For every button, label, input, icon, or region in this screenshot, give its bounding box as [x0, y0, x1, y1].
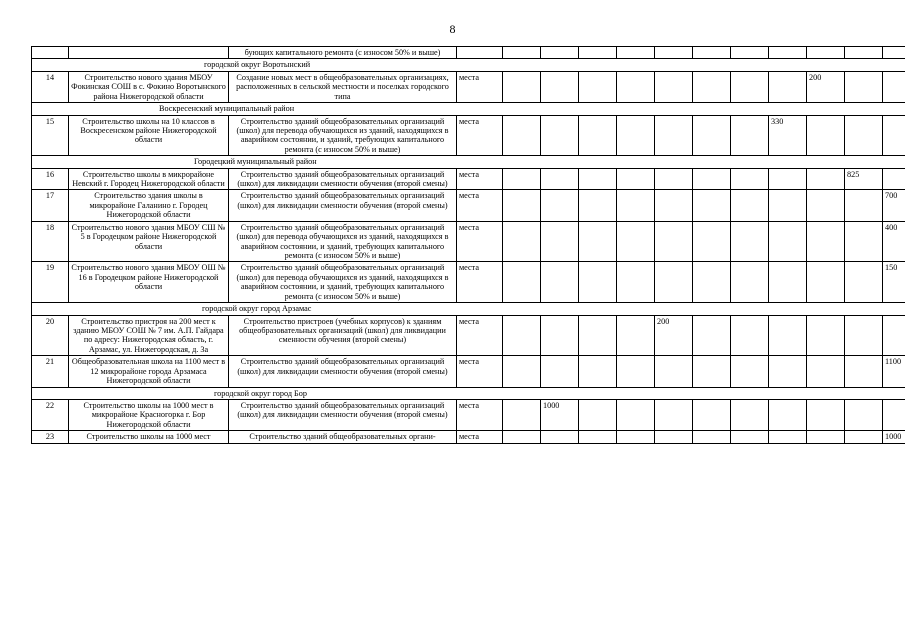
- value-cell: [579, 431, 617, 443]
- value-cell: [655, 431, 693, 443]
- unit-cell: места: [457, 221, 503, 262]
- value-cell: [731, 221, 769, 262]
- value-cell: [655, 399, 693, 430]
- value-cell: [693, 115, 731, 156]
- object-name: Строительство школы в микрорайоне Невский г. Городец Нижегородской области: [69, 168, 229, 190]
- value-cell: [731, 431, 769, 443]
- value-cell: [503, 168, 541, 190]
- section-cell: [32, 156, 905, 168]
- table-row: [32, 47, 905, 59]
- section-title: городской округ город Бор: [214, 388, 307, 398]
- table-row: [32, 71, 905, 102]
- value-cell: [769, 71, 807, 102]
- value-cell: [883, 71, 905, 102]
- direction-text: Строительство зданий общеобразовательных организаций (школ) для перевода обучающихся из зданий, находящихся в аварийном состоянии, и зданий, требующих капитального ремонта (с износом 50% и выше): [229, 262, 457, 303]
- value-cell: 700: [883, 190, 905, 221]
- value-cell: [693, 399, 731, 430]
- section-row: [32, 103, 905, 115]
- row-number: 22: [32, 399, 69, 430]
- value-cell: [807, 431, 845, 443]
- value-cell: [693, 168, 731, 190]
- direction-text: Строительство зданий общеобразовательных организаций (школ) для ликвидации сменности обучения (второй смены): [229, 168, 457, 190]
- value-cell: [541, 115, 579, 156]
- value-cell: [655, 356, 693, 387]
- value-cell: [503, 47, 541, 59]
- value-cell: [731, 262, 769, 303]
- direction-text: бующих капитального ремонта (с износом 50% и выше): [229, 47, 457, 59]
- value-cell: [807, 315, 845, 356]
- value-cell: [883, 115, 905, 156]
- object-name: Строительство нового здания МБОУ Фокинская СОШ в с. Фокино Воротынского района Нижегородской области: [69, 71, 229, 102]
- direction-text: Строительство пристроев (учебных корпусов) к зданиям общеобразовательных организаций (школ) для ликвидации сменности обучения (второй смены): [229, 315, 457, 356]
- direction-text: Строительство зданий общеобразовательных организаций (школ) для ликвидации сменности обучения (второй смены): [229, 356, 457, 387]
- value-cell: 200: [807, 71, 845, 102]
- value-cell: [693, 47, 731, 59]
- object-name: Строительство нового здания МБОУ СШ № 5 в Городецком районе Нижегородской области: [69, 221, 229, 262]
- value-cell: [807, 168, 845, 190]
- section-cell: [32, 303, 905, 315]
- value-cell: [731, 315, 769, 356]
- value-cell: [769, 168, 807, 190]
- value-cell: [617, 71, 655, 102]
- direction-text: Строительство зданий общеобразовательных организаций (школ) для ликвидации сменности обучения (второй смены): [229, 190, 457, 221]
- section-cell: [32, 59, 905, 71]
- value-cell: [579, 190, 617, 221]
- value-cell: [655, 221, 693, 262]
- section-cell: [32, 387, 905, 399]
- value-cell: [693, 71, 731, 102]
- row-number: 18: [32, 221, 69, 262]
- value-cell: [693, 262, 731, 303]
- unit-cell: места: [457, 71, 503, 102]
- program-table: [31, 46, 905, 444]
- value-cell: [845, 315, 883, 356]
- value-cell: [769, 221, 807, 262]
- value-cell: [617, 221, 655, 262]
- object-name: Строительство школы на 10 классов в Воскресенском районе Нижегородской области: [69, 115, 229, 156]
- value-cell: [845, 356, 883, 387]
- value-cell: [693, 356, 731, 387]
- value-cell: [807, 115, 845, 156]
- section-title: Городецкий муниципальный район: [194, 157, 317, 167]
- section-title: Воскресенский муниципальный район: [159, 104, 295, 114]
- table-row: [32, 315, 905, 356]
- section-row: [32, 156, 905, 168]
- value-cell: 330: [769, 115, 807, 156]
- object-name: Строительство пристроя на 200 мест к зданию МБОУ СОШ № 7 им. А.П. Гайдара по адресу: Нижегородская область, г. Арзамас, ул. Нижегородская, д. 3а: [69, 315, 229, 356]
- value-cell: [541, 315, 579, 356]
- value-cell: [655, 168, 693, 190]
- value-cell: [503, 221, 541, 262]
- unit-cell: места: [457, 431, 503, 443]
- value-cell: [731, 115, 769, 156]
- value-cell: [503, 115, 541, 156]
- value-cell: [503, 356, 541, 387]
- value-cell: [579, 115, 617, 156]
- value-cell: [579, 71, 617, 102]
- value-cell: 200: [655, 315, 693, 356]
- row-number: 20: [32, 315, 69, 356]
- value-cell: [845, 115, 883, 156]
- value-cell: [807, 47, 845, 59]
- value-cell: [769, 399, 807, 430]
- value-cell: [807, 221, 845, 262]
- table-row: [32, 356, 905, 387]
- value-cell: [617, 47, 655, 59]
- unit-cell: места: [457, 262, 503, 303]
- value-cell: [693, 315, 731, 356]
- value-cell: [807, 356, 845, 387]
- table-row: [32, 399, 905, 430]
- value-cell: [617, 115, 655, 156]
- unit-cell: места: [457, 399, 503, 430]
- value-cell: [693, 190, 731, 221]
- value-cell: [503, 431, 541, 443]
- table-body: [32, 47, 905, 444]
- value-cell: 150: [883, 262, 905, 303]
- value-cell: [655, 262, 693, 303]
- table-row: [32, 168, 905, 190]
- value-cell: [845, 190, 883, 221]
- unit-cell: места: [457, 168, 503, 190]
- value-cell: 400: [883, 221, 905, 262]
- value-cell: [807, 190, 845, 221]
- page-number: 8: [449, 22, 456, 36]
- value-cell: 1100: [883, 356, 905, 387]
- object-name: [69, 47, 229, 59]
- value-cell: [541, 221, 579, 262]
- value-cell: [579, 47, 617, 59]
- unit-cell: места: [457, 190, 503, 221]
- value-cell: [617, 399, 655, 430]
- value-cell: [617, 356, 655, 387]
- value-cell: [579, 221, 617, 262]
- value-cell: [731, 190, 769, 221]
- direction-text: Строительство зданий общеобразовательных организаций (школ) для перевода обучающихся из зданий, находящихся в аварийном состоянии, и зданий, требующих капитального ремонта (с износом 50% и выше): [229, 221, 457, 262]
- value-cell: [655, 190, 693, 221]
- value-cell: [769, 190, 807, 221]
- value-cell: [541, 168, 579, 190]
- row-number: 21: [32, 356, 69, 387]
- value-cell: [541, 431, 579, 443]
- value-cell: [541, 47, 579, 59]
- value-cell: [503, 315, 541, 356]
- value-cell: [845, 399, 883, 430]
- value-cell: [883, 399, 905, 430]
- value-cell: [541, 356, 579, 387]
- value-cell: [883, 168, 905, 190]
- value-cell: [883, 315, 905, 356]
- value-cell: [769, 431, 807, 443]
- value-cell: [503, 399, 541, 430]
- value-cell: [579, 399, 617, 430]
- value-cell: [503, 71, 541, 102]
- row-number: 16: [32, 168, 69, 190]
- row-number: [32, 47, 69, 59]
- unit-cell: места: [457, 115, 503, 156]
- direction-text: Создание новых мест в общеобразовательных организациях, расположенных в сельской местности и поселках городского типа: [229, 71, 457, 102]
- value-cell: [845, 47, 883, 59]
- value-cell: [617, 168, 655, 190]
- value-cell: [617, 190, 655, 221]
- value-cell: [655, 47, 693, 59]
- table-row: [32, 221, 905, 262]
- section-row: [32, 387, 905, 399]
- value-cell: [731, 356, 769, 387]
- table-row: [32, 431, 905, 443]
- object-name: Общеобразовательная школа на 1100 мест в 12 микрорайоне города Арзамаса Нижегородской области: [69, 356, 229, 387]
- value-cell: [731, 47, 769, 59]
- row-number: 15: [32, 115, 69, 156]
- value-cell: [693, 431, 731, 443]
- value-cell: [807, 262, 845, 303]
- value-cell: [731, 399, 769, 430]
- object-name: Строительство школы на 1000 мест в микрорайоне Красногорка г. Бор Нижегородской области: [69, 399, 229, 430]
- row-number: 19: [32, 262, 69, 303]
- value-cell: [541, 71, 579, 102]
- value-cell: [503, 262, 541, 303]
- value-cell: [731, 168, 769, 190]
- value-cell: [579, 356, 617, 387]
- value-cell: 1000: [883, 431, 905, 443]
- unit-cell: места: [457, 315, 503, 356]
- direction-text: Строительство зданий общеобразовательных организаций (школ) для перевода обучающихся из зданий, находящихся в аварийном состоянии, и зданий, требующих капитального ремонта (с износом 50% и выше): [229, 115, 457, 156]
- unit-cell: [457, 47, 503, 59]
- value-cell: [769, 356, 807, 387]
- value-cell: [541, 190, 579, 221]
- value-cell: [617, 431, 655, 443]
- value-cell: [845, 431, 883, 443]
- value-cell: [769, 262, 807, 303]
- value-cell: [845, 221, 883, 262]
- object-name: Строительство нового здания МБОУ ОШ № 16 в Городецком районе Нижегородской области: [69, 262, 229, 303]
- row-number: 23: [32, 431, 69, 443]
- value-cell: [731, 71, 769, 102]
- section-cell: [32, 103, 905, 115]
- section-row: [32, 303, 905, 315]
- object-name: Строительство здания школы в микрорайоне Галанино г. Городец Нижегородской области: [69, 190, 229, 221]
- value-cell: [845, 262, 883, 303]
- value-cell: [807, 399, 845, 430]
- table-row: [32, 262, 905, 303]
- direction-text: Строительство зданий общеобразовательных органи-: [229, 431, 457, 443]
- value-cell: [655, 115, 693, 156]
- table-row: [32, 115, 905, 156]
- section-row: [32, 59, 905, 71]
- unit-cell: места: [457, 356, 503, 387]
- row-number: 17: [32, 190, 69, 221]
- value-cell: [579, 262, 617, 303]
- table-row: [32, 190, 905, 221]
- row-number: 14: [32, 71, 69, 102]
- direction-text: Строительство зданий общеобразовательных организаций (школ) для ликвидации сменности обучения (второй смены): [229, 399, 457, 430]
- value-cell: [579, 315, 617, 356]
- section-title: городской округ Воротынский: [204, 60, 311, 70]
- value-cell: 825: [845, 168, 883, 190]
- value-cell: [541, 262, 579, 303]
- value-cell: [579, 168, 617, 190]
- value-cell: 1000: [541, 399, 579, 430]
- section-title: городской округ город Арзамас: [202, 304, 312, 314]
- value-cell: [845, 71, 883, 102]
- value-cell: [617, 262, 655, 303]
- value-cell: [503, 190, 541, 221]
- value-cell: [883, 47, 905, 59]
- value-cell: [693, 221, 731, 262]
- value-cell: [655, 71, 693, 102]
- value-cell: [769, 47, 807, 59]
- object-name: Строительство школы на 1000 мест: [69, 431, 229, 443]
- value-cell: [769, 315, 807, 356]
- value-cell: [617, 315, 655, 356]
